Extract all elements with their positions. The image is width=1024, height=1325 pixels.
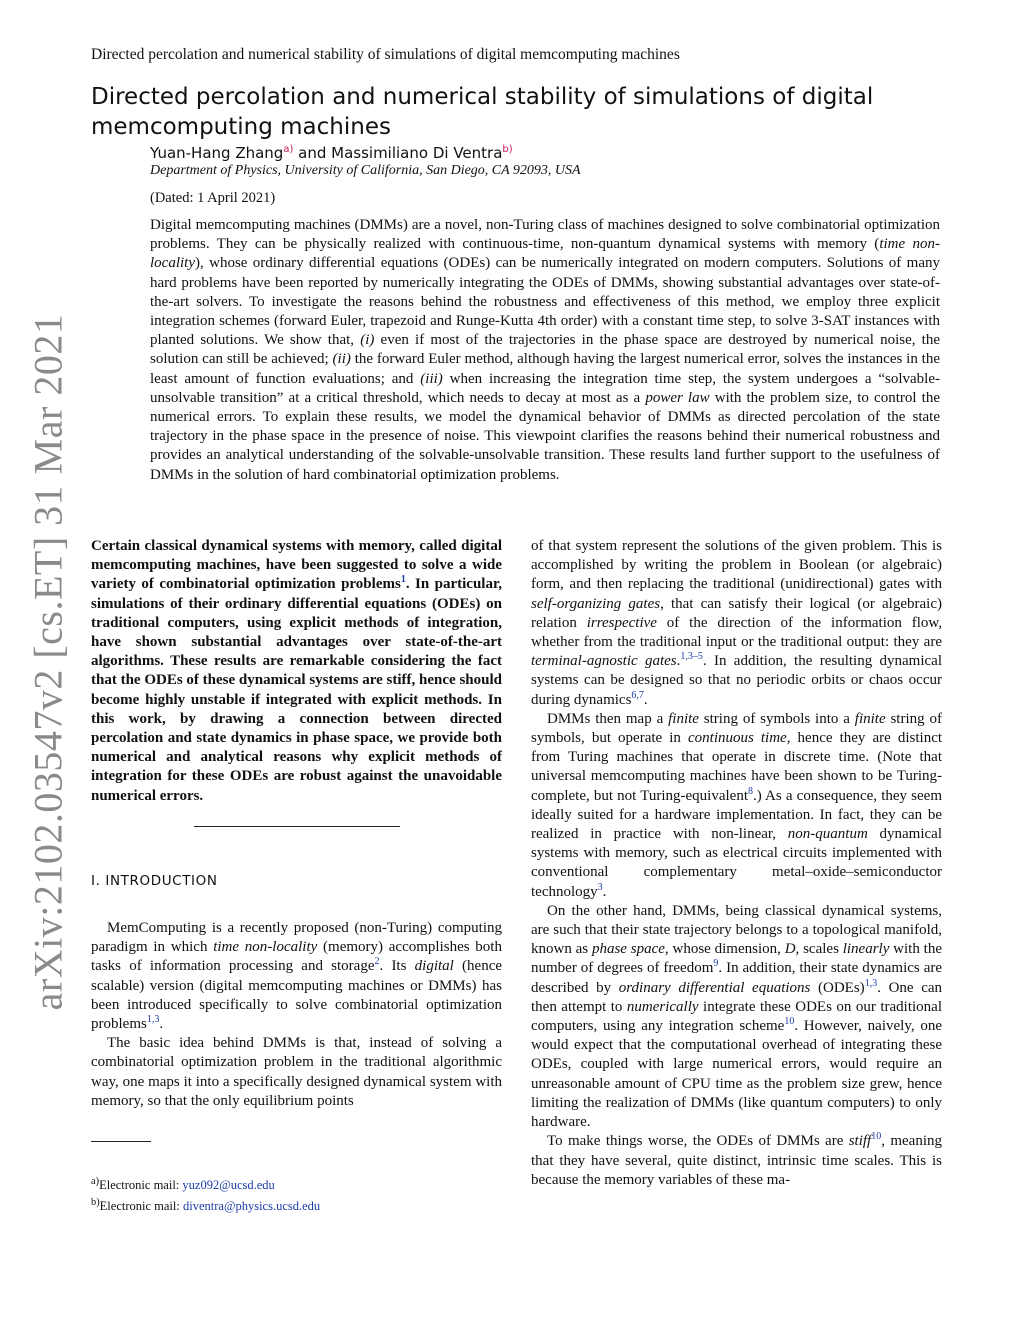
citation-link[interactable]: 1,3 (146, 1014, 160, 1026)
abstract: Digital memcomputing machines (DMMs) are a novel, non-Turing class of machines designed to solve combinatorial optimization problems. They can be physically realized with continuous-time, non-quantum dynamical systems with memory (time non-locality), whose ordinary differential equations (ODEs) can be numerically integrated on modern computers. Solutions of many hard problems have been reported by numerically integrating the ODEs of DMMs, showing substantial advantages over state-of-the-art solvers. To investigate the reasons behind the robustness and effectiveness of this method, we employ three explicit integration schemes (forward Euler, trapezoid and Runge-Kutta 4th order) with a constant time step, to solve 3-SAT instances with planted solutions. We show that, (i) even if most of the trajectories in the phase space are destroyed by numerical noise, the solution can still be achieved; (ii) the forward Euler method, although having the largest numerical error, solves the instances in the least amount of function evaluations; and (iii) when increasing the integration time step, the system undergoes a “solvable-unsolvable transition” at a critical threshold, which needs to decay at most as a power law with the problem size, to control the numerical errors. To explain these results, we model the dynamical behavior of DMMs as directed percolation of the state trajectory in the phase space in the presence of noise. This viewpoint clarifies the reasons behind their numerical robustness and provides an analytical understanding of the solvable-unsolvable transition. These results land further support to the usefulness of DMMs in the solution of hard combinatorial optimization problems. (150, 217, 941, 483)
author-affiliation-mark[interactable]: b) (502, 144, 513, 155)
affiliation: Department of Physics, University of California, San Diego, CA 92093, USA (150, 163, 581, 178)
left-column (91, 537, 502, 1111)
lead-paragraph: Certain classical dynamical systems with memory, called digital memcomputing machines, have been suggested to solve a wide variety of combinatorial optimization problems$^1$. In particular, simulations of their ordinary differential equations (ODEs) on traditional computers, using explicit methods of integration, have shown substantial advantages over state-of-the-art algorithms. These results are remarkable considering the fact that the ODEs of these dynamical systems are stiff, hence should become highly unstable if integrated with explicit methods. In this work, by drawing a connection between directed percolation and state dynamics in phase space, we provide both numerical and analytical reasons why explicit methods of integration for these ODEs are robust against the unavoidable numerical errors. (91, 538, 502, 804)
citation-link[interactable]: 9 (713, 958, 719, 970)
citation-link[interactable]: 6,7 (631, 689, 644, 701)
author-name: Massimiliano Di Ventra (331, 144, 503, 162)
citation-link[interactable]: 10 (871, 1131, 882, 1143)
running-head: Directed percolation and numerical stability of simulations of digital memcomputing machines (91, 46, 680, 63)
author-conjunction: and (293, 144, 332, 162)
body-paragraph: of that system represent the solutions of the given problem. This is accomplished by writing the problem in Boolean (or algebraic) form, and then replacing the traditional (unidirectional) gates with self-organizing gates, that can satisfy their logical (or algebraic) relation irrespective of the direction of the information flow, whether from the traditional input or the traditional output: they are terminal-agnostic gates.$^{1,3-5}$. In addition, the resulting dynamical systems can be designed so that no periodic orbits or chaos occur during dynamics$^{6,7}$. (531, 538, 942, 708)
footnote-rule (91, 1141, 151, 1142)
body-paragraph: DMMs then map a finite string of symbols into a finite string of symbols, but operate in continuous time, hence they are distinct from Turing machines that operate in discrete time. (Note that universal memcomputing machines have been shown to be Turing-complete, but not Turing-equivalent$^8$.) As a consequence, they seem ideally suited for a hardware implementation. In fact, they can be realized in practice with non-linear, non-quantum dynamical systems with memory, such as electrical circuits implemented with conventional complementary metal–oxide–semiconductor technology$^3$. (531, 710, 943, 900)
section-heading-introduction: I. INTRODUCTION (91, 872, 218, 889)
date-line: (Dated: 1 April 2021) (150, 190, 276, 206)
arxiv-identifier-stamp[interactable]: arXiv:2102.03547v2 [cs.ET] 31 Mar 2021 (25, 313, 71, 1011)
body-paragraph: On the other hand, DMMs, being classical dynamical systems, are such that their state trajectory belongs to a topological manifold, known as phase space, whose dimension, D, scales linearly with the number of degrees of freedom$^9$. In addition, their state dynamics are described by ordinary differential equations (ODEs)$^{1,3}$. One can then attempt to numerically integrate these ODEs on our traditional computers, using any integration scheme$^{10}$. However, naively, one would expect that the computational overhead of integrating these ODEs, coupled with large numerical errors, would require an unreasonable amount of CPU time as the problem size grew, hence limiting the realization of DMMs (like quantum computers) to only hardware. (531, 902, 943, 1131)
footnote-a: $^{a)}$Electronic mail: yuz092@ucsd.edu (91, 1176, 275, 1193)
citation-link[interactable]: 1,3–5 (680, 651, 703, 663)
citation-link[interactable]: 1,3 (864, 977, 878, 989)
email-link[interactable]: yuz092@ucsd.edu (182, 1178, 275, 1193)
email-link[interactable]: diventra@physics.ucsd.edu (182, 1199, 321, 1214)
author-affiliation-mark[interactable]: a) (283, 144, 294, 155)
citation-link[interactable]: 8 (748, 785, 753, 797)
author-name: Yuan-Hang Zhang (150, 144, 284, 162)
body-paragraph: MemComputing is a recently proposed (non-Turing) computing paradigm in which time non-locality (memory) accomplishes both tasks of information processing and storage$^2$. Its digital (hence scalable) version (digital memcomputing machines or DMMs) has been introduced specifically to solve combinatorial optimization problems$^{1,3}$. (91, 920, 503, 1033)
citation-link[interactable]: 1 (400, 574, 406, 586)
footnotes (91, 1173, 320, 1215)
citation-link[interactable]: 2 (374, 956, 380, 968)
paper-title: Directed percolation and numerical stability of simulations of digital memcomputing machines (91, 84, 874, 140)
footnote-b: $^{b)}$Electronic mail: diventra@physics.ucsd.edu (91, 1197, 321, 1214)
citation-link[interactable]: 3 (597, 881, 603, 893)
author-list (150, 144, 513, 162)
body-paragraph: The basic idea behind DMMs is that, instead of solving a combinatorial optimization problem in the traditional algorithmic way, one maps it into a specifically designed dynamical system with memory, so that the only equilibrium points (91, 1035, 502, 1109)
citation-link[interactable]: 10 (784, 1016, 795, 1028)
right-column (531, 537, 942, 1190)
section-separator (194, 826, 400, 827)
body-paragraph: To make things worse, the ODEs of DMMs are stiff$^{10}$, meaning that they have several, quite distinct, intrinsic time scales. This is because the memory variables of these ma- (531, 1131, 942, 1188)
